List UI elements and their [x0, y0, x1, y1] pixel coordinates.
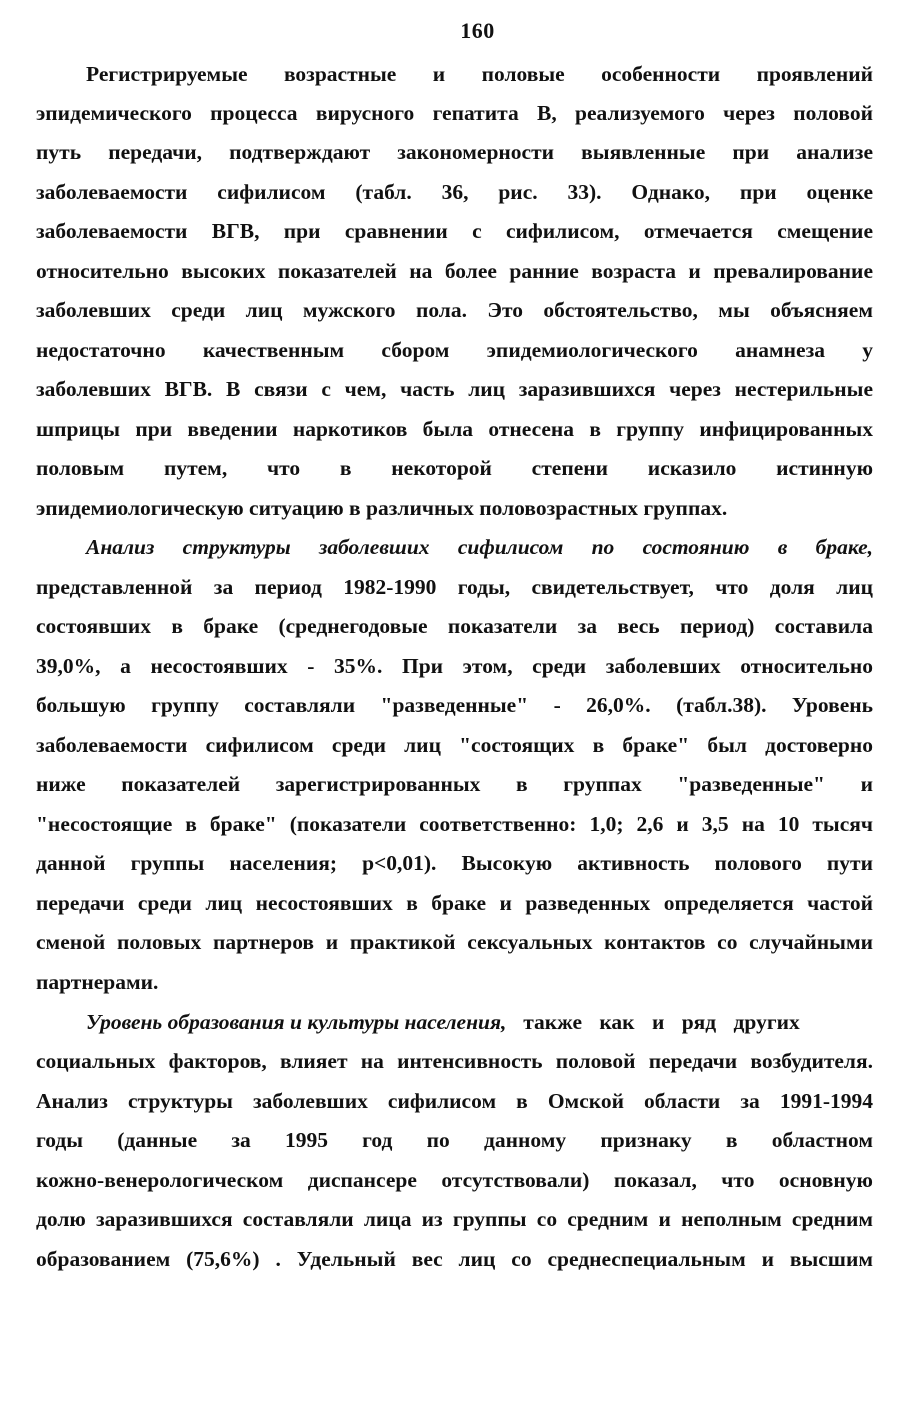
- paragraph-1-line-3: путь передачи, подтверждают закономерности выявленные при анализе: [36, 140, 873, 164]
- paragraph-2-line-7: "несостоящие в браке" (показатели соответственно: 1,0; 2,6 и 3,5 на 10 тысяч: [36, 812, 873, 836]
- paragraph-2-line-4: большую группу составляли "разведенные" - 26,0%. (табл.38). Уровень: [36, 693, 873, 717]
- paragraph-3-line-3: годы (данные за 1995 год по данному признаку в областном: [36, 1128, 873, 1152]
- paragraph-2-line-6: ниже показателей зарегистрированных в группах "разведенные" и: [36, 772, 873, 796]
- paragraph-3-line-1: социальных факторов, влияет на интенсивность половой передачи возбудителя.: [36, 1049, 873, 1073]
- paragraph-1-line-10: шприцы при введении наркотиков была отнесена в группу инфицированных: [36, 417, 873, 441]
- paragraph-1-line-7: заболевших среди лиц мужского пола. Это обстоятельство, мы объясняем: [36, 298, 873, 322]
- paragraph-1-line-2: эпидемического процесса вирусного гепатита В, реализуемого через половой: [36, 101, 873, 125]
- paragraph-2-line-11: партнерами.: [36, 970, 159, 994]
- page-number: 160: [460, 18, 495, 43]
- paragraph-2-line-8: данной группы населения; р<0,01). Высокую активность полового пути: [36, 851, 873, 875]
- paragraph-1-line-12: эпидемиологическую ситуацию в различных половозрастных группах.: [36, 496, 728, 520]
- paragraph-1-line-4: заболеваемости сифилисом (табл. 36, рис. 33). Однако, при оценке: [36, 180, 873, 204]
- paragraph-2-line-1: представленной за период 1982-1990 годы, свидетельствует, что доля лиц: [36, 575, 873, 599]
- paragraph-1-line-5: заболеваемости ВГВ, при сравнении с сифилисом, отмечается смещение: [36, 219, 873, 243]
- paragraph-3-line-2: Анализ структуры заболевших сифилисом в Омской области за 1991-1994: [36, 1089, 873, 1113]
- paragraph-1-line-6: относительно высоких показателей на более ранние возраста и превалирование: [36, 259, 873, 283]
- paragraph-1-line-8: недостаточно качественным сбором эпидемиологического анамнеза у: [36, 338, 873, 362]
- paragraph-3-lead-rest: также как и ряд другиx: [523, 1010, 800, 1034]
- paragraph-1-line-11: половым путем, что в некоторой степени исказило истинную: [36, 456, 873, 480]
- paragraph-2-line-9: передачи среди лиц несостоявших в браке и разведенных определяется частой: [36, 891, 873, 915]
- paragraph-2-line-2: состоявших в браке (среднегодовые показатели за весь период) составила: [36, 614, 873, 638]
- paragraph-2-lead-italic: Анализ структуры заболевших сифилисом по состоянию в браке,: [86, 535, 873, 559]
- paragraph-2-line-3: 39,0%, а несостоявших - 35%. При этом, среди заболевших относительно: [36, 654, 873, 678]
- paragraph-3-line-4: кожно-венерологическом диспансере отсутствовали) показал, что основную: [36, 1168, 873, 1192]
- paragraph-3-line-6: образованием (75,6%) . Удельный вес лиц со среднеспециальным и высшим: [36, 1247, 873, 1271]
- paragraph-2-line-10: сменой половых партнеров и практикой сексуальных контактов со случайными: [36, 930, 873, 954]
- paragraph-3-first-line: [86, 1008, 873, 1036]
- paragraph-3-line-5: долю заразившихся составляли лица из группы со средним и неполным средним: [36, 1207, 873, 1231]
- paragraph-1-line-1: Регистрируемые возрастные и половые особенности проявлений: [86, 62, 873, 86]
- paragraph-1-line-9: заболевших ВГВ. В связи с чем, часть лиц заразившихся через нестерильные: [36, 377, 873, 401]
- paragraph-2-line-5: заболеваемости сифилисом среди лиц "состоящих в браке" был достоверно: [36, 733, 873, 757]
- paragraph-3-lead-italic: Уровень образования и культуры населения,: [86, 1010, 507, 1034]
